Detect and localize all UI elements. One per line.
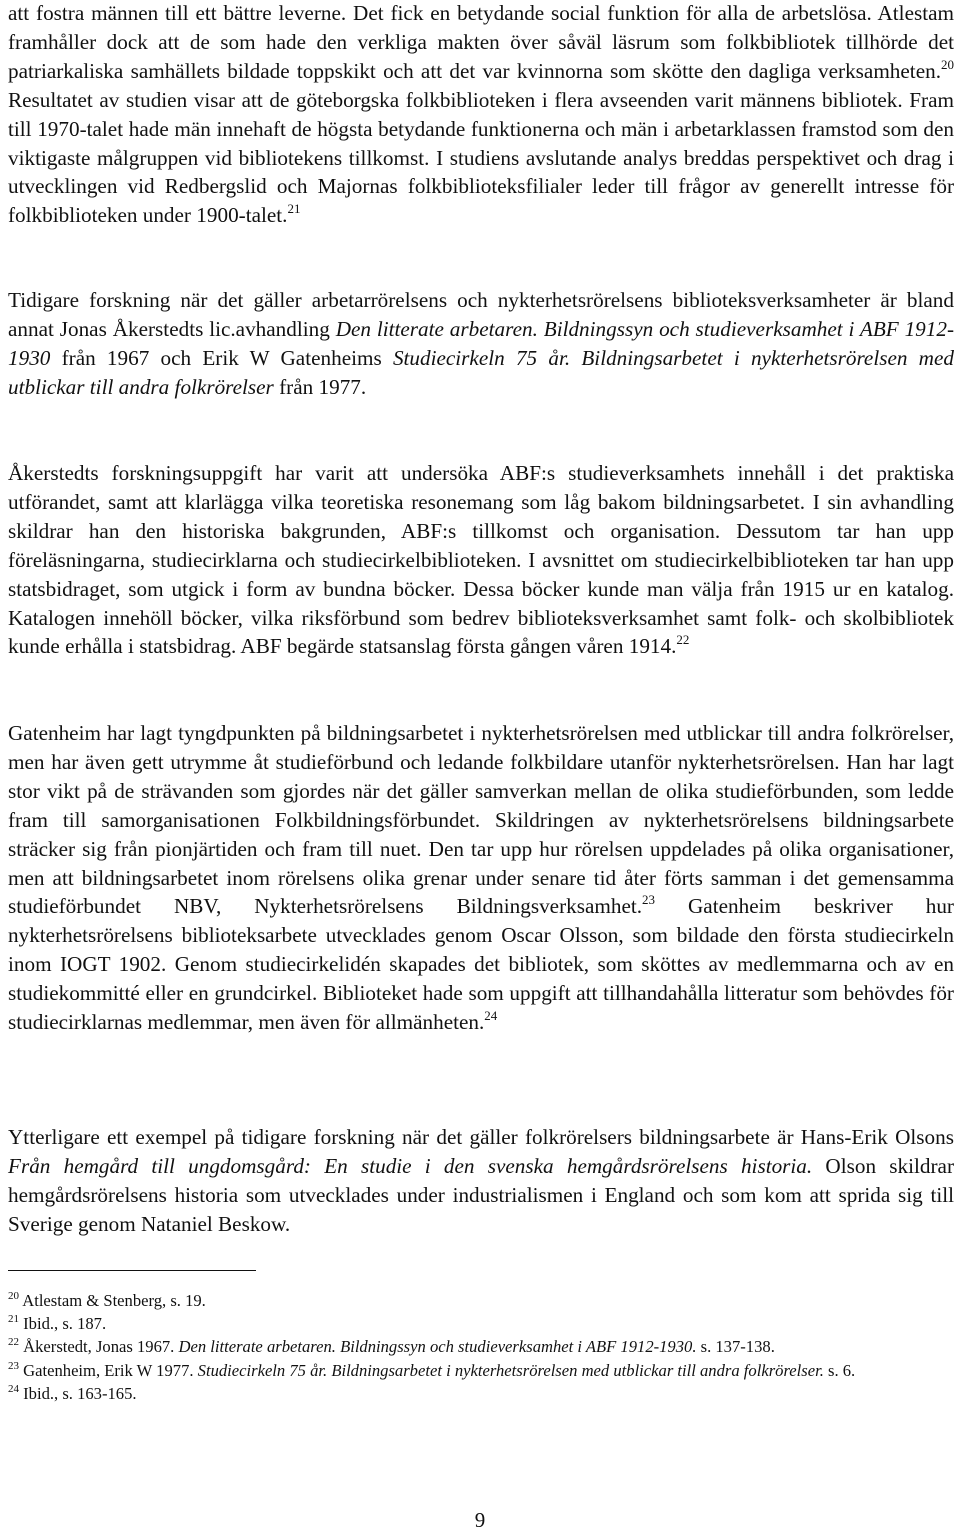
footnote-divider xyxy=(8,1270,256,1271)
text-run: Åkerstedts forskningsuppgift har varit att undersöka ABF:s studieverksamhets innehåll i det praktiska utförandet, samt att klarlägga vilka teoretiska resonemang som låg bakom bildningsarbetet. I sin avhandling skildrar han den historiska bakgrunden, ABF:s tillkomst och organisation. Dessutom tar han upp föreläsningarna, studiecirklarna och studiecirkelbiblioteken. I avsnittet om studiecirkelbiblioteken tar han upp statsbidraget, som utgick i form av bundna böcker. Dessa böcker kunde man välja från 1915 ur en katalog. Katalogen innehöll böcker, vilka riksförbund som bedrev biblioteksverksamhet samt folk- och skolbibliotek kunde erhålla i statsbidrag. ABF begärde statsanslag första gången våren 1914. xyxy=(8,461,954,659)
text-run: Ibid., s. 163-165. xyxy=(19,1383,137,1403)
footnote-ref: 21 xyxy=(287,201,301,217)
paragraph-olson xyxy=(8,1123,954,1239)
paragraph-gatenheim xyxy=(8,719,954,1037)
paragraph-tidigare-forskning xyxy=(8,286,954,402)
italic-title: Studiecirkeln 75 år. Bildningsarbetet i nykterhetsrörelsen med utblickar till andra folkrörelser. xyxy=(197,1360,824,1380)
footnote-ref: 24 xyxy=(8,1382,19,1395)
italic-title: Den litterate arbetaren. Bildningssyn och studieverksamhet i ABF 1912-1930 xyxy=(8,316,955,370)
footnote-23 xyxy=(8,1359,944,1382)
italic-title: Den litterate arbetaren. Bildningssyn och studieverksamhet i ABF 1912-1930. xyxy=(178,1337,697,1357)
text-run: Resultatet av studien visar att de göteborgska folkbiblioteken i flera avseenden varit männens bibliotek. Fram till 1970-talet hade män innehaft de högsta betydande funktionerna och män i arbetarklassen framstod som den viktigaste målgruppen vid bibliotekens tillkomst. I studiens avslutande analys breddas perspektivet och drag i utvecklingen vid Redbergslid och Majornas folkbiblioteksfilialer leder till frågor av generellt intresse för folkbiblioteken under 1900-talet. xyxy=(8,87,954,228)
footnote-ref: 22 xyxy=(8,1336,19,1349)
footnote-ref: 23 xyxy=(8,1359,19,1372)
text-run: s. 6. xyxy=(823,1360,856,1380)
text-run: Åkerstedt, Jonas 1967. xyxy=(19,1337,179,1357)
text-run: Atlestam & Stenberg, s. 19. xyxy=(19,1291,206,1310)
footnote-22 xyxy=(8,1335,944,1358)
footnote-ref: 24 xyxy=(484,1008,498,1024)
italic-title: Från hemgård till ungdomsgård: En studie i den svenska hemgårdsrörelsens historia. xyxy=(8,1153,813,1178)
footnote-24 xyxy=(8,1382,944,1405)
text-run: Ibid., s. 187. xyxy=(19,1314,107,1334)
text-run: från 1977. xyxy=(273,374,367,399)
footnote-ref: 20 xyxy=(941,56,954,72)
text-run: Ytterligare ett exempel på tidigare forskning när det gäller folkrörelsers bildningsarbete är Hans-Erik Olsons xyxy=(8,1125,954,1149)
footnote-ref: 23 xyxy=(642,892,656,908)
text-run: Gatenheim har lagt tyngdpunkten på bildningsarbetet i nykterhetsrörelsen med utblickar till andra folkrörelser, men har även gett utrymme åt studieförbund och ledande folkbildare utanför nykterhetsrörelsen. Han har lagt stor vikt på de strävanden som gjordes när det gäller samverkan mellan de olika studieförbunden, som ledde fram till samorganisationen Folkbildningsförbundet. Skildringen av nykterhetsrörelsens bildningsarbete sträcker sig från pionjärtiden och fram till nuet. Den tar upp hur rörelsen uppdelades på olika organisationer, men att bildningsarbetet inom rörelsens olika grenar under senare tid åter förts samman i det gemensamma studieförbundet NBV, Nykterhetsrörelsens Bildningsverksamhet. xyxy=(8,721,954,919)
footnote-ref: 21 xyxy=(8,1313,19,1326)
footnote-20 xyxy=(8,1289,944,1312)
paragraph-atlestam xyxy=(8,0,954,230)
text-run: Tidigare forskning när det gäller arbetarrörelsens och nykterhetsrörelsens biblioteksverksamheter är bland annat Jonas Åkerstedts lic.avhandling xyxy=(8,288,954,341)
footnote-21 xyxy=(8,1312,944,1335)
footnotes xyxy=(8,1289,944,1405)
page-number: 9 xyxy=(474,1508,486,1532)
footnote-ref: 22 xyxy=(676,632,690,648)
paragraph-akerstedt xyxy=(8,459,954,661)
italic-title: Studiecirkeln 75 år. Bildningsarbetet i nykterhetsrörelsen med utblickar till andra folkrörelser xyxy=(8,345,954,399)
text-run: Gatenheim, Erik W 1977. xyxy=(19,1360,198,1380)
text-run: Gatenheim beskriver hur nykterhetsrörelsens biblioteksarbete utvecklades genom Oscar Olsson, som bildade den första studiecirkeln inom IOGT 1902. Genom studiecirkelidén skapades det bibliotek, som sköttes av medlemmarna och av en studiekommitté eller en grundcirkel. Biblioteket hade som uppgift att tillhandahålla litteratur som behövdes för studiecirklarnas medlemmar, men även för allmänheten. xyxy=(8,894,954,1035)
text-run: s. 137-138. xyxy=(696,1337,775,1357)
footnote-ref: 20 xyxy=(8,1290,19,1302)
text-run: att fostra männen till ett bättre leverne. Det fick en betydande social funktion för alla de arbetslösa. Atlestam framhåller dock att de som hade den verkliga makten över såväl läsrum som folkbibliotek tillhörde det patriarkaliska samhällets bildade toppskikt och att det var kvinnorna som skötte den dagliga verksamheten. xyxy=(8,1,954,83)
text-run: Olson skildrar hemgårdsrörelsens historia som utvecklades under industrialismen i England och som kom att sprida sig till Sverige genom Nataniel Beskow. xyxy=(8,1153,955,1236)
text-run: från 1967 och Erik W Gatenheims xyxy=(50,345,393,370)
